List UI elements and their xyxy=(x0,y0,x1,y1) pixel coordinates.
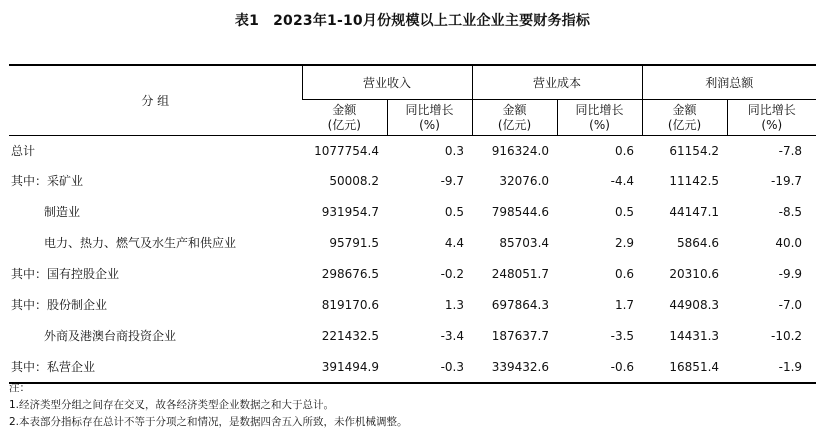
revenue-growth: 1.3 xyxy=(444,297,465,312)
revenue-amount: 931954.7 xyxy=(321,204,379,219)
row-label: 其中：股份制企业 xyxy=(11,298,108,312)
cost-growth: 0.6 xyxy=(614,143,635,158)
profit-growth: -10.2 xyxy=(770,328,803,343)
profit-amount: 16851.4 xyxy=(642,351,727,383)
profit-growth: -8.5 xyxy=(778,204,803,219)
table-row xyxy=(9,320,816,351)
table-title xyxy=(0,10,825,30)
cost-amount: 248051.7 xyxy=(491,266,550,281)
revenue-amount: 1077754.4 xyxy=(314,143,379,158)
revenue-growth: 0.5 xyxy=(444,204,465,219)
profit-growth: -1.9 xyxy=(727,351,816,383)
cost-growth: -3.5 xyxy=(610,328,635,343)
revenue-growth: -0.3 xyxy=(387,351,472,383)
profit-amount: 11142.5 xyxy=(669,173,720,188)
row-label: 其中：国有控股企业 xyxy=(11,267,120,281)
profit-amount: 5864.6 xyxy=(677,235,720,250)
profit-amount: 44147.1 xyxy=(669,204,720,219)
footnote-item: 2.本表部分指标存在总计不等于分项之和情况，是数据四舍五入所致，未作机械调整。 xyxy=(9,416,408,428)
profit-growth: 40.0 xyxy=(775,235,803,250)
revenue-amount: 298676.5 xyxy=(321,266,379,281)
profit-growth: -19.7 xyxy=(770,173,803,188)
revenue-amount: 50008.2 xyxy=(329,173,379,188)
cost-growth: 0.5 xyxy=(614,204,635,219)
table-row xyxy=(9,165,816,196)
revenue-growth: -3.4 xyxy=(440,328,465,343)
profit-amount-header: 金额 (亿元) xyxy=(642,100,727,136)
cost-amount: 697864.3 xyxy=(491,297,550,312)
revenue-growth: -9.7 xyxy=(440,173,465,188)
group-header: 分 组 xyxy=(9,65,302,136)
profit-growth: -9.9 xyxy=(778,266,803,281)
row-label: 制造业 xyxy=(44,205,81,219)
profit-growth: -7.8 xyxy=(778,143,803,158)
profit-amount: 14431.3 xyxy=(669,328,720,343)
cost-growth: 2.9 xyxy=(614,235,635,250)
table-number: 表1 xyxy=(234,13,260,29)
footnotes xyxy=(9,380,408,431)
cost-amount-header: 金额 (亿元) xyxy=(472,100,557,136)
revenue-growth: -0.2 xyxy=(440,266,465,281)
row-label: 其中：私营企业 xyxy=(9,351,302,383)
cost-growth: -4.4 xyxy=(610,173,635,188)
cost-amount: 339432.6 xyxy=(472,351,557,383)
cost-growth: 0.6 xyxy=(614,266,635,281)
cost-header: 营业成本 xyxy=(472,65,642,100)
revenue-amount-header: 金额 (亿元) xyxy=(302,100,387,136)
row-label: 总计 xyxy=(11,144,36,158)
table-row xyxy=(9,258,816,289)
revenue-growth: 4.4 xyxy=(444,235,465,250)
revenue-amount: 95791.5 xyxy=(329,235,379,250)
footnote-item: 1.经济类型分组之间存在交叉，故各经济类型企业数据之和大于总计。 xyxy=(9,399,335,411)
table-row xyxy=(9,136,816,166)
revenue-growth: 0.3 xyxy=(444,143,465,158)
financial-indicators-table xyxy=(9,64,816,384)
profit-amount: 20310.6 xyxy=(669,266,720,281)
footnote-heading: 注： xyxy=(9,382,30,394)
revenue-growth-header: 同比增长 (%) xyxy=(387,100,472,136)
cost-amount: 85703.4 xyxy=(499,235,550,250)
cost-amount: 32076.0 xyxy=(499,173,550,188)
profit-amount: 61154.2 xyxy=(669,143,720,158)
profit-growth-header: 同比增长 (%) xyxy=(727,100,816,136)
row-label: 电力、热力、燃气及水生产和供应业 xyxy=(44,236,237,250)
table-row xyxy=(9,289,816,320)
row-label: 其中：采矿业 xyxy=(11,174,84,188)
profit-amount: 44908.3 xyxy=(669,297,720,312)
cost-growth: 1.7 xyxy=(614,297,635,312)
table-row xyxy=(9,227,816,258)
revenue-amount: 391494.9 xyxy=(302,351,387,383)
profit-header: 利润总额 xyxy=(642,65,816,100)
cost-growth-header: 同比增长 (%) xyxy=(557,100,642,136)
cost-amount: 798544.6 xyxy=(491,204,550,219)
table-title-text: 2023年1-10月份规模以上工业企业主要财务指标 xyxy=(273,13,591,29)
profit-growth: -7.0 xyxy=(778,297,803,312)
revenue-amount: 819170.6 xyxy=(321,297,379,312)
table-row xyxy=(9,351,816,383)
revenue-header: 营业收入 xyxy=(302,65,472,100)
revenue-amount: 221432.5 xyxy=(321,328,379,343)
cost-growth: -0.6 xyxy=(557,351,642,383)
row-label: 外商及港澳台商投资企业 xyxy=(44,329,177,343)
cost-amount: 916324.0 xyxy=(491,143,550,158)
cost-amount: 187637.7 xyxy=(491,328,550,343)
table-row xyxy=(9,196,816,227)
